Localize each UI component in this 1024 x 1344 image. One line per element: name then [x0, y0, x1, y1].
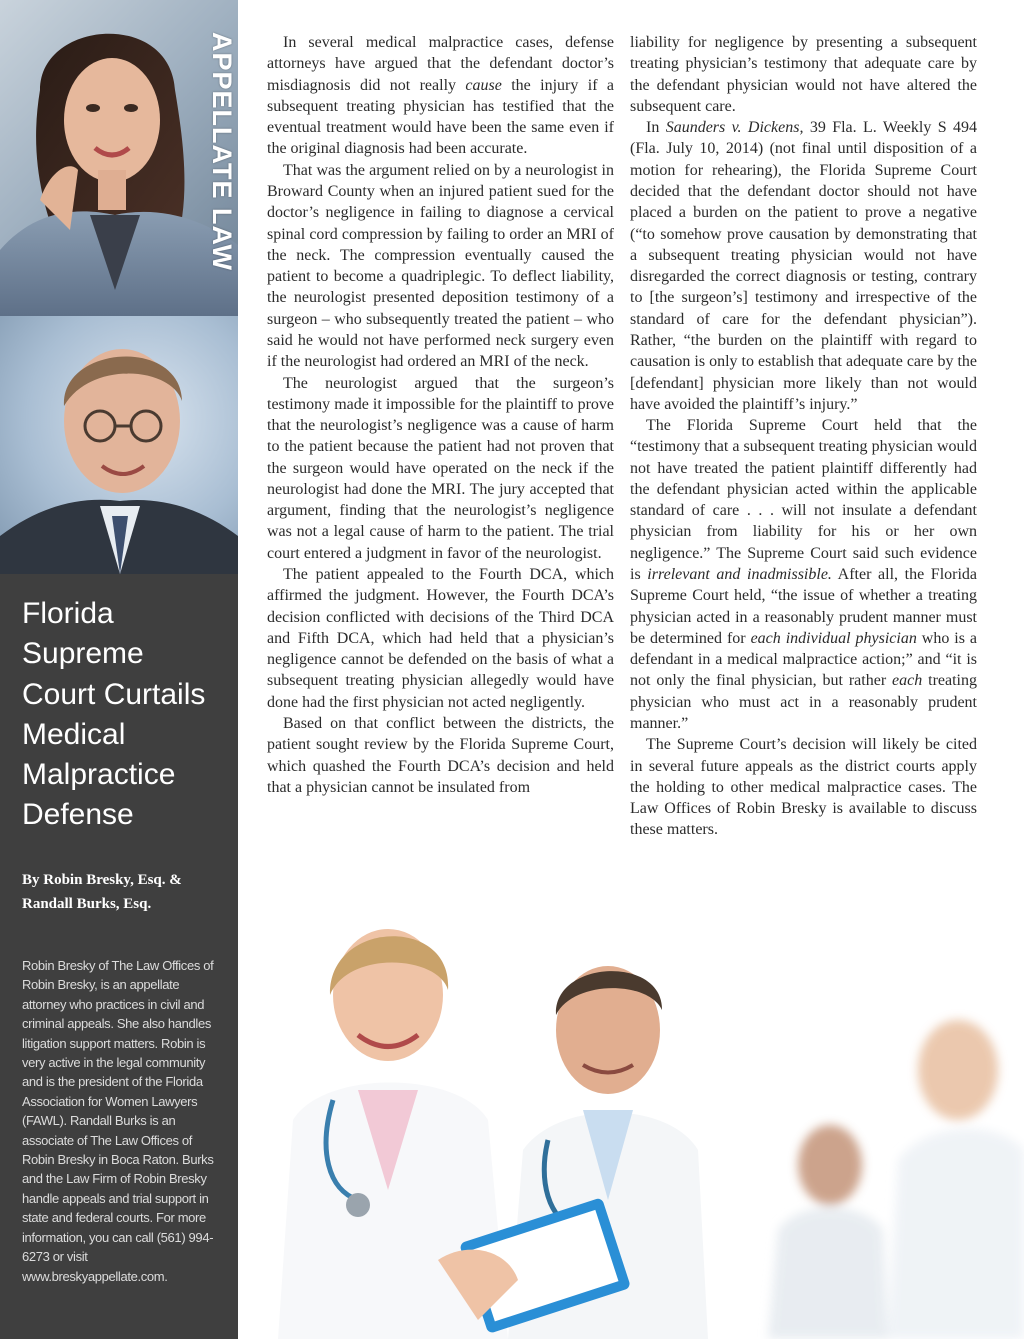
doctors-photo	[238, 900, 1024, 1339]
paragraph: Based on that conflict between the districts, the patient sought review by the Florida Supreme Court, which quashed the Fourth DCA’s decision and held that a physician cannot be insulated from	[267, 715, 614, 796]
headline-line: Supreme	[22, 637, 144, 671]
article-column-1	[267, 32, 614, 798]
author-photo-robin-bresky	[0, 0, 238, 316]
paragraph: That was the argument relied on by a neurologist in Broward County when an injured patient sued for the doctor’s negligence in failing to diagnose a cervical spinal cord compression by failing to order an MRI of the neck. The compression eventually caused the patient to become a quadriplegic. To deflect liability, the neurologist presented deposition testimony of a surgeon – who subsequently treated the patient – who said he would not have performed neck surgery even if the neurologist had ordered an MRI of the neck.	[267, 161, 614, 371]
section-label: APPELLATE LAW	[207, 32, 237, 271]
paragraph: The Supreme Court’s decision will likely be cited in several future appeals as the district courts apply the holding to other medical malpractice cases. The Law Offices of Robin Bresky is available to discuss these matters.	[630, 736, 977, 839]
headline-line: Florida	[22, 597, 114, 630]
paragraph: The patient appealed to the Fourth DCA, which affirmed the judgment. However, the Fourth DCA’s decision conflicted with decisions of the Third DCA and Fifth DCA, which had held that a physician’s negligence cannot be defended on the basis of what a subsequent treating physician allegedly would have done had the first physician not acted negligently.	[267, 566, 614, 711]
byline	[22, 868, 227, 916]
headline	[22, 594, 227, 836]
headline-line: Malpractice	[22, 758, 176, 792]
headline-line: Court Curtails	[22, 677, 206, 711]
sidebar	[0, 0, 238, 1339]
article-column-2	[630, 32, 977, 841]
byline-line: Randall Burks, Esq.	[22, 896, 152, 912]
headline-line: Medical	[22, 717, 126, 751]
headline-line: Defense	[22, 798, 134, 832]
paragraph: In Saunders v. Dickens, 39 Fla. L. Weekly S 494 (Fla. July 10, 2014) (not final until disposition of a motion for rehearing), the Florida Supreme Court decided that the defendant doctor should not have placed a burden on the patient to prove a negative (“to somehow prove causation by demonstrating that a subsequent treating physician would not have disregarded the correct diagnosis or testing, contrary to [the surgeon’s] testimony and irrespective of the standard of care for the defendant physician”). Rather, “the burden on the plaintiff with regard to causation is only to establish that adequate care by the [defendant] physician more likely than not would have avoided the plaintiff’s injury.”	[630, 119, 977, 413]
paragraph: The Florida Supreme Court held that the “testimony that a subsequent treating physician would not have treated the patient plaintiff differently had the defendant physician acted within the applicable standard of care . . . will not insulate a defendant physician from liability for his or her own negligence.” The Supreme Court said such evidence is irrelevant and inadmissible. After all, the Florida Supreme Court held, “the issue of whether a treating physician acted in a reasonably prudent manner must be determined for each individual physician who is a defendant in a medical malpractice action;” and “it is not only the final physician, but rather each treating physician who must act in a reasonably prudent manner.”	[630, 417, 978, 732]
author-bio: Robin Bresky of The Law Offices of Robin Bresky, is an appellate attorney who practices in civil and criminal appeals. She also handles litigation support matters. Robin is very active in the legal community and is the president of the Florida Association for Women Lawyers (FAWL). Randall Burks is an associate of The Law Offices of Robin Bresky in Boca Raton. Burks and the Law Firm of Robin Bresky handle appeals and trial support in state and federal courts. For more information, you can call (561) 994-6273 or visit www.breskyappellate.com.	[22, 958, 214, 1284]
paragraph: liability for negligence by presenting a subsequent treating physician’s testimony that adequate care by the defendant physician would not have altered the subsequent care.	[630, 34, 977, 115]
byline-line: By Robin Bresky, Esq. &	[22, 872, 182, 888]
paragraph: In several medical malpractice cases, defense attorneys have argued that the defendant doctor’s misdiagnosis did not really cause the injury if a subsequent treating physician has testified that the eventual treatment would have been the same even if the original diagnosis had been accurate.	[267, 34, 615, 158]
paragraph: The neurologist argued that the surgeon’s testimony made it impossible for the plaintiff to prove that the neurologist’s negligence was a cause of harm to the patient because the patient had not proven that the surgeon would have operated on the neck if the neurologist had done the MRI. The jury accepted that argument, finding that the neurologist’s negligence was not a legal cause of harm to the patient. The trial court entered a judgment in favor of the neurologist.	[267, 374, 614, 562]
author-photo-randall-burks	[0, 316, 238, 574]
